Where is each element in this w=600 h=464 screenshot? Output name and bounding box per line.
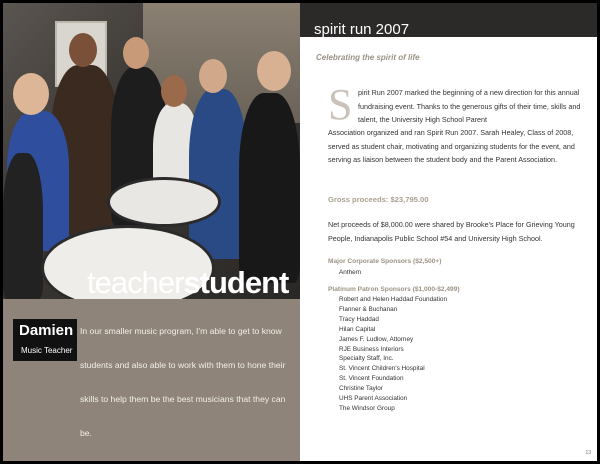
page-number: 13 bbox=[585, 450, 591, 456]
list-item: RJE Business Interiors bbox=[339, 345, 404, 353]
headline-student: student bbox=[183, 265, 289, 300]
platinum-sponsors-heading: Platinum Patron Sponsors ($1,000-$2,499) bbox=[328, 286, 460, 293]
list-item: Christine Taylor bbox=[339, 385, 383, 393]
title-band bbox=[300, 3, 597, 37]
name-box bbox=[13, 319, 77, 361]
brochure-spread bbox=[3, 3, 597, 461]
list-item: Flanner & Buchanan bbox=[339, 305, 398, 313]
list-item: St. Vincent Foundation bbox=[339, 375, 404, 383]
major-sponsors-list bbox=[339, 268, 361, 278]
list-item: The Windsor Group bbox=[339, 404, 395, 412]
left-page bbox=[3, 3, 300, 461]
gross-proceeds: Gross proceeds: $23,795.00 bbox=[328, 195, 429, 204]
drop-cap: S bbox=[328, 80, 353, 129]
list-item: Specialty Staff, Inc. bbox=[339, 355, 394, 363]
list-item: Anthem bbox=[339, 269, 362, 276]
list-item: UHS Parent Association bbox=[339, 395, 408, 403]
teacher-name: Damien bbox=[19, 322, 74, 339]
intro-paragraph-part1: pirit Run 2007 marked the beginning of a new direction for this annual fundraising event. Thanks to the generous gifts of their time, skills and talent, the University High School Parent bbox=[358, 88, 581, 124]
list-item: Robert and Helen Haddad Foundation bbox=[339, 296, 448, 303]
page-title: spirit run 2007 bbox=[314, 21, 410, 38]
classroom-photo bbox=[3, 3, 300, 299]
page-subtitle: Celebrating the spirit of life bbox=[316, 53, 420, 62]
headline bbox=[87, 265, 288, 301]
net-proceeds: Net proceeds of $8,000.00 were shared by Brooke's Place for Grieving Young People, Indianapolis Public School #54 and University High School. bbox=[328, 220, 575, 243]
list-item: Hilan Capital bbox=[339, 325, 376, 333]
list-item: James F. Ludlow, Attorney bbox=[339, 335, 414, 343]
list-item: St. Vincent Children's Hospital bbox=[339, 365, 425, 373]
teacher-quote: In our smaller music program, I'm able to get to know students and also able to work with them to hone their skills to help them be the best musicians that they can be. bbox=[80, 326, 286, 438]
teacher-role: Music Teacher bbox=[21, 346, 73, 355]
major-sponsors-heading: Major Corporate Sponsors ($2,500+) bbox=[328, 258, 442, 265]
platinum-sponsors-list bbox=[339, 295, 447, 414]
list-item: Tracy Haddad bbox=[339, 315, 379, 323]
intro-paragraph-part2: Association organized and ran Spirit Run 2007. Sarah Healey, Class of 2008, served as student chair, motivating and organizing students for the event, and serving as liaison between the student body and the Parent Association. bbox=[328, 128, 575, 164]
headline-teacher: teacher bbox=[87, 265, 184, 300]
right-page bbox=[300, 3, 597, 461]
